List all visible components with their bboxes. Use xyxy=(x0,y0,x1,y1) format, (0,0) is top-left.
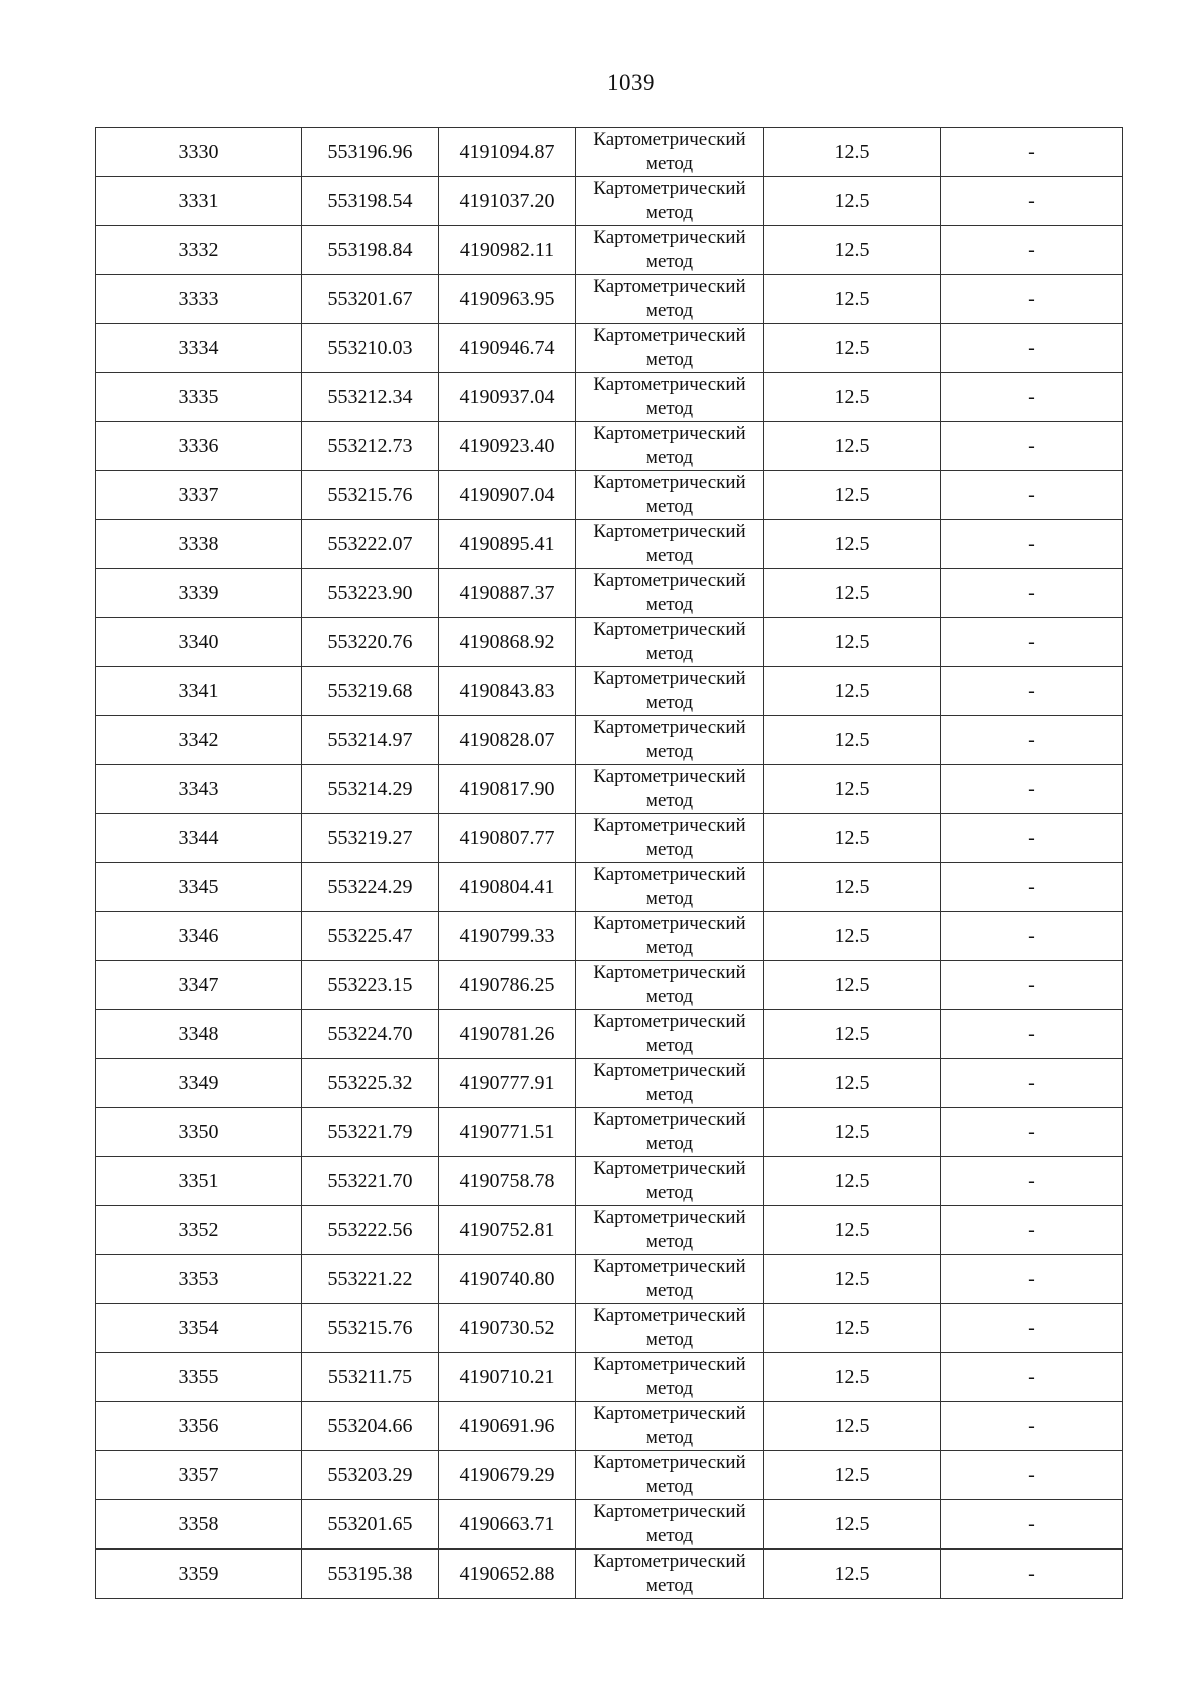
method-cell xyxy=(576,324,764,373)
method-line-2: метод xyxy=(645,398,694,419)
y-coordinate-cell: 4190771.51 xyxy=(439,1108,576,1157)
table-row xyxy=(96,226,1123,275)
table-row xyxy=(96,1353,1123,1402)
method-line-2: метод xyxy=(645,692,694,713)
method-line-1: Картометрический xyxy=(593,815,746,836)
note-cell: - xyxy=(941,1451,1123,1500)
note-cell: - xyxy=(941,618,1123,667)
method-cell xyxy=(576,863,764,912)
method-line-1: Картометрический xyxy=(593,1109,746,1130)
method-line-1: Картометрический xyxy=(593,1060,746,1081)
method-cell xyxy=(576,618,764,667)
x-coordinate-cell: 553222.07 xyxy=(302,520,439,569)
table-row xyxy=(96,1549,1123,1599)
table-row xyxy=(96,373,1123,422)
y-coordinate-cell: 4190982.11 xyxy=(439,226,576,275)
table-row xyxy=(96,1010,1123,1059)
method-cell xyxy=(576,520,764,569)
method-cell xyxy=(576,1010,764,1059)
method-line-1: Картометрический xyxy=(593,227,746,248)
table-row xyxy=(96,569,1123,618)
y-coordinate-cell: 4190730.52 xyxy=(439,1304,576,1353)
method-line-2: метод xyxy=(645,1476,694,1497)
table-row xyxy=(96,1157,1123,1206)
table-row xyxy=(96,1304,1123,1353)
method-line-1: Картометрический xyxy=(593,521,746,542)
accuracy-cell: 12.5 xyxy=(764,373,941,422)
x-coordinate-cell: 553221.22 xyxy=(302,1255,439,1304)
method-line-2: метод xyxy=(645,1182,694,1203)
x-coordinate-cell: 553203.29 xyxy=(302,1451,439,1500)
method-line-1: Картометрический xyxy=(593,668,746,689)
point-number-cell: 3335 xyxy=(96,373,302,422)
method-line-2: метод xyxy=(645,349,694,370)
point-number-cell: 3339 xyxy=(96,569,302,618)
method-cell xyxy=(576,128,764,177)
method-cell xyxy=(576,1157,764,1206)
x-coordinate-cell: 553212.34 xyxy=(302,373,439,422)
method-line-1: Картометрический xyxy=(593,178,746,199)
point-number-cell: 3359 xyxy=(96,1549,302,1599)
coordinates-table xyxy=(95,127,1123,1599)
table-row xyxy=(96,1500,1123,1550)
accuracy-cell: 12.5 xyxy=(764,1108,941,1157)
method-line-2: метод xyxy=(645,545,694,566)
x-coordinate-cell: 553201.67 xyxy=(302,275,439,324)
method-line-1: Картометрический xyxy=(593,766,746,787)
accuracy-cell: 12.5 xyxy=(764,1059,941,1108)
x-coordinate-cell: 553221.79 xyxy=(302,1108,439,1157)
method-line-2: метод xyxy=(645,986,694,1007)
method-cell xyxy=(576,1059,764,1108)
accuracy-cell: 12.5 xyxy=(764,569,941,618)
point-number-cell: 3334 xyxy=(96,324,302,373)
y-coordinate-cell: 4191094.87 xyxy=(439,128,576,177)
x-coordinate-cell: 553225.32 xyxy=(302,1059,439,1108)
method-line-2: метод xyxy=(645,1231,694,1252)
note-cell: - xyxy=(941,275,1123,324)
accuracy-cell: 12.5 xyxy=(764,471,941,520)
method-line-1: Картометрический xyxy=(593,1158,746,1179)
y-coordinate-cell: 4190786.25 xyxy=(439,961,576,1010)
point-number-cell: 3340 xyxy=(96,618,302,667)
method-cell xyxy=(576,226,764,275)
y-coordinate-cell: 4190907.04 xyxy=(439,471,576,520)
table-row xyxy=(96,1402,1123,1451)
point-number-cell: 3345 xyxy=(96,863,302,912)
y-coordinate-cell: 4190740.80 xyxy=(439,1255,576,1304)
method-line-2: метод xyxy=(645,1133,694,1154)
table-row xyxy=(96,177,1123,226)
method-line-2: метод xyxy=(645,937,694,958)
method-cell xyxy=(576,1353,764,1402)
x-coordinate-cell: 553214.29 xyxy=(302,765,439,814)
accuracy-cell: 12.5 xyxy=(764,667,941,716)
method-cell xyxy=(576,1402,764,1451)
method-line-1: Картометрический xyxy=(593,1501,746,1522)
note-cell: - xyxy=(941,863,1123,912)
y-coordinate-cell: 4190817.90 xyxy=(439,765,576,814)
y-coordinate-cell: 4190895.41 xyxy=(439,520,576,569)
note-cell: - xyxy=(941,1010,1123,1059)
method-line-1: Картометрический xyxy=(593,423,746,444)
accuracy-cell: 12.5 xyxy=(764,1549,941,1599)
method-cell xyxy=(576,569,764,618)
accuracy-cell: 12.5 xyxy=(764,275,941,324)
note-cell: - xyxy=(941,226,1123,275)
accuracy-cell: 12.5 xyxy=(764,765,941,814)
accuracy-cell: 12.5 xyxy=(764,961,941,1010)
point-number-cell: 3330 xyxy=(96,128,302,177)
note-cell: - xyxy=(941,1157,1123,1206)
method-cell xyxy=(576,1206,764,1255)
note-cell: - xyxy=(941,324,1123,373)
point-number-cell: 3357 xyxy=(96,1451,302,1500)
method-line-1: Картометрический xyxy=(593,276,746,297)
method-cell xyxy=(576,912,764,961)
point-number-cell: 3353 xyxy=(96,1255,302,1304)
y-coordinate-cell: 4190923.40 xyxy=(439,422,576,471)
note-cell: - xyxy=(941,1059,1123,1108)
method-cell xyxy=(576,1108,764,1157)
point-number-cell: 3346 xyxy=(96,912,302,961)
x-coordinate-cell: 553224.29 xyxy=(302,863,439,912)
x-coordinate-cell: 553225.47 xyxy=(302,912,439,961)
y-coordinate-cell: 4191037.20 xyxy=(439,177,576,226)
method-line-1: Картометрический xyxy=(593,570,746,591)
method-line-1: Картометрический xyxy=(593,913,746,934)
method-cell xyxy=(576,275,764,324)
method-line-2: метод xyxy=(645,888,694,909)
point-number-cell: 3347 xyxy=(96,961,302,1010)
note-cell: - xyxy=(941,814,1123,863)
table-row xyxy=(96,1059,1123,1108)
note-cell: - xyxy=(941,1353,1123,1402)
y-coordinate-cell: 4190937.04 xyxy=(439,373,576,422)
point-number-cell: 3354 xyxy=(96,1304,302,1353)
table-row xyxy=(96,1108,1123,1157)
point-number-cell: 3344 xyxy=(96,814,302,863)
x-coordinate-cell: 553210.03 xyxy=(302,324,439,373)
method-line-1: Картометрический xyxy=(593,1256,746,1277)
point-number-cell: 3331 xyxy=(96,177,302,226)
note-cell: - xyxy=(941,1108,1123,1157)
x-coordinate-cell: 553211.75 xyxy=(302,1353,439,1402)
point-number-cell: 3343 xyxy=(96,765,302,814)
y-coordinate-cell: 4190781.26 xyxy=(439,1010,576,1059)
y-coordinate-cell: 4190691.96 xyxy=(439,1402,576,1451)
accuracy-cell: 12.5 xyxy=(764,226,941,275)
point-number-cell: 3350 xyxy=(96,1108,302,1157)
page-number: 1039 xyxy=(607,70,655,95)
y-coordinate-cell: 4190843.83 xyxy=(439,667,576,716)
note-cell: - xyxy=(941,569,1123,618)
table-row xyxy=(96,471,1123,520)
method-line-1: Картометрический xyxy=(593,1207,746,1228)
accuracy-cell: 12.5 xyxy=(764,128,941,177)
method-line-1: Картометрический xyxy=(593,1305,746,1326)
table-row xyxy=(96,520,1123,569)
method-cell xyxy=(576,1500,764,1550)
method-line-1: Картометрический xyxy=(593,129,746,150)
accuracy-cell: 12.5 xyxy=(764,912,941,961)
accuracy-cell: 12.5 xyxy=(764,1010,941,1059)
method-cell xyxy=(576,1304,764,1353)
x-coordinate-cell: 553221.70 xyxy=(302,1157,439,1206)
x-coordinate-cell: 553224.70 xyxy=(302,1010,439,1059)
method-cell xyxy=(576,373,764,422)
method-line-1: Картометрический xyxy=(593,325,746,346)
note-cell: - xyxy=(941,912,1123,961)
point-number-cell: 3358 xyxy=(96,1500,302,1550)
note-cell: - xyxy=(941,1500,1123,1550)
point-number-cell: 3342 xyxy=(96,716,302,765)
table-row xyxy=(96,618,1123,667)
x-coordinate-cell: 553223.15 xyxy=(302,961,439,1010)
note-cell: - xyxy=(941,422,1123,471)
y-coordinate-cell: 4190752.81 xyxy=(439,1206,576,1255)
method-cell xyxy=(576,1255,764,1304)
note-cell: - xyxy=(941,1402,1123,1451)
table-row xyxy=(96,863,1123,912)
table-row xyxy=(96,716,1123,765)
note-cell: - xyxy=(941,1206,1123,1255)
method-cell xyxy=(576,177,764,226)
method-line-1: Картометрический xyxy=(593,619,746,640)
x-coordinate-cell: 553215.76 xyxy=(302,1304,439,1353)
method-line-1: Картометрический xyxy=(593,1011,746,1032)
method-cell xyxy=(576,814,764,863)
table-row xyxy=(96,324,1123,373)
table-row xyxy=(96,667,1123,716)
accuracy-cell: 12.5 xyxy=(764,814,941,863)
method-line-1: Картометрический xyxy=(593,717,746,738)
accuracy-cell: 12.5 xyxy=(764,1451,941,1500)
method-cell xyxy=(576,1549,764,1599)
method-line-2: метод xyxy=(645,153,694,174)
point-number-cell: 3351 xyxy=(96,1157,302,1206)
method-line-2: метод xyxy=(645,790,694,811)
point-number-cell: 3338 xyxy=(96,520,302,569)
method-line-1: Картометрический xyxy=(593,1354,746,1375)
accuracy-cell: 12.5 xyxy=(764,520,941,569)
method-line-2: метод xyxy=(645,839,694,860)
table-row xyxy=(96,1255,1123,1304)
point-number-cell: 3341 xyxy=(96,667,302,716)
method-line-2: метод xyxy=(645,1575,694,1596)
accuracy-cell: 12.5 xyxy=(764,422,941,471)
method-line-2: метод xyxy=(645,202,694,223)
method-line-1: Картометрический xyxy=(593,1551,746,1572)
x-coordinate-cell: 553196.96 xyxy=(302,128,439,177)
point-number-cell: 3348 xyxy=(96,1010,302,1059)
y-coordinate-cell: 4190679.29 xyxy=(439,1451,576,1500)
accuracy-cell: 12.5 xyxy=(764,1402,941,1451)
method-line-2: метод xyxy=(645,1280,694,1301)
table-row xyxy=(96,912,1123,961)
accuracy-cell: 12.5 xyxy=(764,1157,941,1206)
method-line-2: метод xyxy=(645,594,694,615)
x-coordinate-cell: 553195.38 xyxy=(302,1549,439,1599)
note-cell: - xyxy=(941,471,1123,520)
method-line-2: метод xyxy=(645,496,694,517)
method-line-2: метод xyxy=(645,1427,694,1448)
method-line-2: метод xyxy=(645,251,694,272)
note-cell: - xyxy=(941,716,1123,765)
point-number-cell: 3332 xyxy=(96,226,302,275)
accuracy-cell: 12.5 xyxy=(764,1255,941,1304)
y-coordinate-cell: 4190807.77 xyxy=(439,814,576,863)
accuracy-cell: 12.5 xyxy=(764,863,941,912)
accuracy-cell: 12.5 xyxy=(764,618,941,667)
accuracy-cell: 12.5 xyxy=(764,324,941,373)
x-coordinate-cell: 553198.54 xyxy=(302,177,439,226)
x-coordinate-cell: 553219.68 xyxy=(302,667,439,716)
table-row xyxy=(96,765,1123,814)
method-line-2: метод xyxy=(645,1084,694,1105)
x-coordinate-cell: 553214.97 xyxy=(302,716,439,765)
method-line-1: Картометрический xyxy=(593,864,746,885)
method-line-2: метод xyxy=(645,1329,694,1350)
x-coordinate-cell: 553212.73 xyxy=(302,422,439,471)
point-number-cell: 3333 xyxy=(96,275,302,324)
method-line-2: метод xyxy=(645,447,694,468)
x-coordinate-cell: 553198.84 xyxy=(302,226,439,275)
method-line-2: метод xyxy=(645,1035,694,1056)
table-row xyxy=(96,275,1123,324)
y-coordinate-cell: 4190946.74 xyxy=(439,324,576,373)
method-line-2: метод xyxy=(645,643,694,664)
method-cell xyxy=(576,765,764,814)
x-coordinate-cell: 553220.76 xyxy=(302,618,439,667)
y-coordinate-cell: 4190663.71 xyxy=(439,1500,576,1550)
note-cell: - xyxy=(941,177,1123,226)
method-line-1: Картометрический xyxy=(593,374,746,395)
method-line-1: Картометрический xyxy=(593,962,746,983)
table-row xyxy=(96,1451,1123,1500)
y-coordinate-cell: 4190963.95 xyxy=(439,275,576,324)
y-coordinate-cell: 4190799.33 xyxy=(439,912,576,961)
method-cell xyxy=(576,961,764,1010)
accuracy-cell: 12.5 xyxy=(764,716,941,765)
method-cell xyxy=(576,1451,764,1500)
note-cell: - xyxy=(941,128,1123,177)
note-cell: - xyxy=(941,667,1123,716)
y-coordinate-cell: 4190758.78 xyxy=(439,1157,576,1206)
method-line-1: Картометрический xyxy=(593,1452,746,1473)
note-cell: - xyxy=(941,373,1123,422)
x-coordinate-cell: 553222.56 xyxy=(302,1206,439,1255)
note-cell: - xyxy=(941,961,1123,1010)
point-number-cell: 3355 xyxy=(96,1353,302,1402)
point-number-cell: 3337 xyxy=(96,471,302,520)
x-coordinate-cell: 553204.66 xyxy=(302,1402,439,1451)
accuracy-cell: 12.5 xyxy=(764,1206,941,1255)
accuracy-cell: 12.5 xyxy=(764,1353,941,1402)
note-cell: - xyxy=(941,1255,1123,1304)
point-number-cell: 3356 xyxy=(96,1402,302,1451)
accuracy-cell: 12.5 xyxy=(764,1500,941,1550)
accuracy-cell: 12.5 xyxy=(764,177,941,226)
method-cell xyxy=(576,471,764,520)
point-number-cell: 3336 xyxy=(96,422,302,471)
method-line-2: метод xyxy=(645,1378,694,1399)
note-cell: - xyxy=(941,520,1123,569)
method-line-1: Картометрический xyxy=(593,1403,746,1424)
method-line-2: метод xyxy=(645,1525,694,1546)
method-line-2: метод xyxy=(645,300,694,321)
y-coordinate-cell: 4190710.21 xyxy=(439,1353,576,1402)
x-coordinate-cell: 553215.76 xyxy=(302,471,439,520)
y-coordinate-cell: 4190652.88 xyxy=(439,1549,576,1599)
method-cell xyxy=(576,667,764,716)
point-number-cell: 3352 xyxy=(96,1206,302,1255)
x-coordinate-cell: 553219.27 xyxy=(302,814,439,863)
y-coordinate-cell: 4190828.07 xyxy=(439,716,576,765)
accuracy-cell: 12.5 xyxy=(764,1304,941,1353)
point-number-cell: 3349 xyxy=(96,1059,302,1108)
y-coordinate-cell: 4190804.41 xyxy=(439,863,576,912)
method-line-2: метод xyxy=(645,741,694,762)
y-coordinate-cell: 4190868.92 xyxy=(439,618,576,667)
method-cell xyxy=(576,422,764,471)
y-coordinate-cell: 4190887.37 xyxy=(439,569,576,618)
table-row xyxy=(96,422,1123,471)
method-line-1: Картометрический xyxy=(593,472,746,493)
y-coordinate-cell: 4190777.91 xyxy=(439,1059,576,1108)
table-row xyxy=(96,128,1123,177)
table-row xyxy=(96,814,1123,863)
x-coordinate-cell: 553201.65 xyxy=(302,1500,439,1550)
note-cell: - xyxy=(941,1549,1123,1599)
table-row xyxy=(96,961,1123,1010)
note-cell: - xyxy=(941,1304,1123,1353)
note-cell: - xyxy=(941,765,1123,814)
table-row xyxy=(96,1206,1123,1255)
coordinates-table-body xyxy=(96,128,1123,1599)
x-coordinate-cell: 553223.90 xyxy=(302,569,439,618)
method-cell xyxy=(576,716,764,765)
